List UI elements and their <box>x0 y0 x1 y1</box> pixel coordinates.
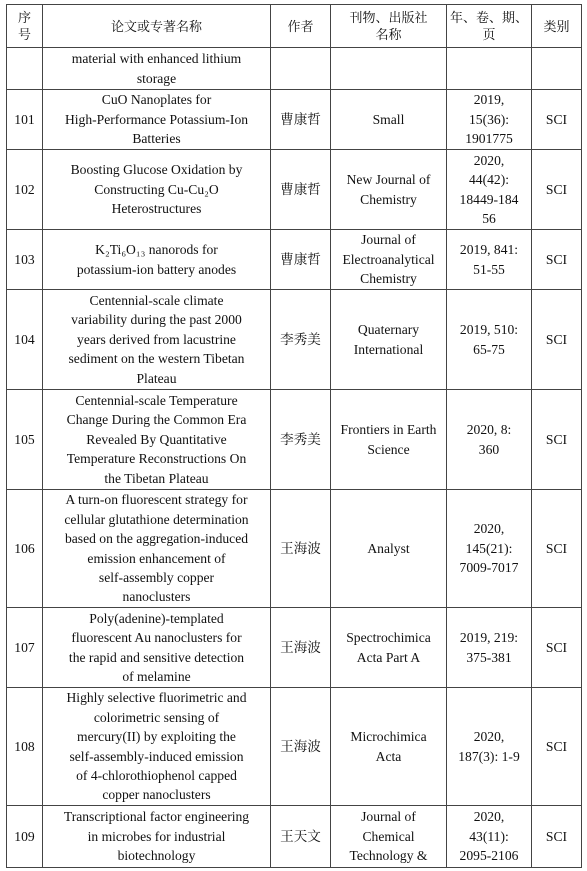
cell-journal: New Journal of Chemistry <box>331 150 447 230</box>
table-row <box>7 490 582 608</box>
cell-author: 曹康哲 <box>271 90 331 150</box>
cell-author: 王海波 <box>271 490 331 608</box>
header-row <box>7 5 582 48</box>
cell-year: 2019, 15(36): 1901775 <box>447 90 532 150</box>
cell-no: 102 <box>7 150 43 230</box>
cell-no: 109 <box>7 806 43 868</box>
cell-author: 王天文 <box>271 806 331 868</box>
cell-type: SCI <box>532 290 582 390</box>
table-row <box>7 608 582 688</box>
cell-author: 王海波 <box>271 688 331 806</box>
cell-year: 2019, 510: 65-75 <box>447 290 532 390</box>
header-author: 作者 <box>271 5 331 48</box>
cell-no: 103 <box>7 230 43 290</box>
cell-journal: Microchimica Acta <box>331 688 447 806</box>
table-row <box>7 48 582 90</box>
cell-journal: Journal of Electroanalytical Chemistry <box>331 230 447 290</box>
cell-journal: Frontiers in Earth Science <box>331 390 447 490</box>
cell-type: SCI <box>532 490 582 608</box>
cell-type: SCI <box>532 390 582 490</box>
cell-type: SCI <box>532 150 582 230</box>
cell-journal <box>331 48 447 90</box>
table-row <box>7 390 582 490</box>
cell-type <box>532 48 582 90</box>
cell-type: SCI <box>532 806 582 868</box>
cell-no: 106 <box>7 490 43 608</box>
cell-journal: Spectrochimica Acta Part A <box>331 608 447 688</box>
table-row <box>7 688 582 806</box>
header-title: 论文或专著名称 <box>43 5 271 48</box>
cell-title: A turn-on fluorescent strategy for cellular glutathione determination based on the aggregation-induced emission enhancement of self-assembly copper nanoclusters <box>43 490 271 608</box>
cell-title: material with enhanced lithium storage <box>43 48 271 90</box>
cell-journal: Small <box>331 90 447 150</box>
table-row <box>7 806 582 868</box>
cell-year: 2019, 219: 375-381 <box>447 608 532 688</box>
cell-author: 曹康哲 <box>271 230 331 290</box>
cell-no: 101 <box>7 90 43 150</box>
publications-table <box>6 4 582 868</box>
table-row <box>7 230 582 290</box>
cell-type: SCI <box>532 688 582 806</box>
cell-journal: Quaternary International <box>331 290 447 390</box>
cell-title: Boosting Glucose Oxidation by Constructing Cu-Cu₂O Heterostructures <box>43 150 271 230</box>
header-type: 类别 <box>532 5 582 48</box>
cell-no: 107 <box>7 608 43 688</box>
cell-no <box>7 48 43 90</box>
cell-author: 李秀美 <box>271 390 331 490</box>
cell-title: CuO Nanoplates for High-Performance Potassium-Ion Batteries <box>43 90 271 150</box>
cell-author <box>271 48 331 90</box>
header-year: 年、卷、期、 页 <box>447 5 532 48</box>
cell-journal: Journal of Chemical Technology & <box>331 806 447 868</box>
cell-year: 2020, 44(42): 18449-184 56 <box>447 150 532 230</box>
header-no: 序 号 <box>7 5 43 48</box>
cell-title: Poly(adenine)-templated fluorescent Au nanoclusters for the rapid and sensitive detection of melamine <box>43 608 271 688</box>
cell-title: Highly selective fluorimetric and colorimetric sensing of mercury(II) by exploiting the self-assembly-induced emission of 4-chlorothiophenol capped copper nanoclusters <box>43 688 271 806</box>
cell-year: 2020, 145(21): 7009-7017 <box>447 490 532 608</box>
cell-journal: Analyst <box>331 490 447 608</box>
cell-author: 王海波 <box>271 608 331 688</box>
cell-type: SCI <box>532 90 582 150</box>
cell-year <box>447 48 532 90</box>
cell-no: 108 <box>7 688 43 806</box>
cell-year: 2020, 187(3): 1-9 <box>447 688 532 806</box>
table-row <box>7 290 582 390</box>
cell-year: 2020, 43(11): 2095-2106 <box>447 806 532 868</box>
header-journal: 刊物、出版社 名称 <box>331 5 447 48</box>
cell-no: 105 <box>7 390 43 490</box>
cell-type: SCI <box>532 230 582 290</box>
cell-author: 李秀美 <box>271 290 331 390</box>
cell-year: 2019, 841: 51-55 <box>447 230 532 290</box>
cell-title: K₂Ti₆O₁₃ nanorods for potassium-ion battery anodes <box>43 230 271 290</box>
cell-type: SCI <box>532 608 582 688</box>
cell-title: Transcriptional factor engineering in microbes for industrial biotechnology <box>43 806 271 868</box>
cell-title: Centennial-scale climate variability during the past 2000 years derived from lacustrine sediment on the western Tibetan Plateau <box>43 290 271 390</box>
cell-no: 104 <box>7 290 43 390</box>
cell-title: Centennial-scale Temperature Change During the Common Era Revealed By Quantitative Temperature Reconstructions On the Tibetan Plateau <box>43 390 271 490</box>
cell-year: 2020, 8: 360 <box>447 390 532 490</box>
table-row <box>7 90 582 150</box>
table-row <box>7 150 582 230</box>
cell-author: 曹康哲 <box>271 150 331 230</box>
